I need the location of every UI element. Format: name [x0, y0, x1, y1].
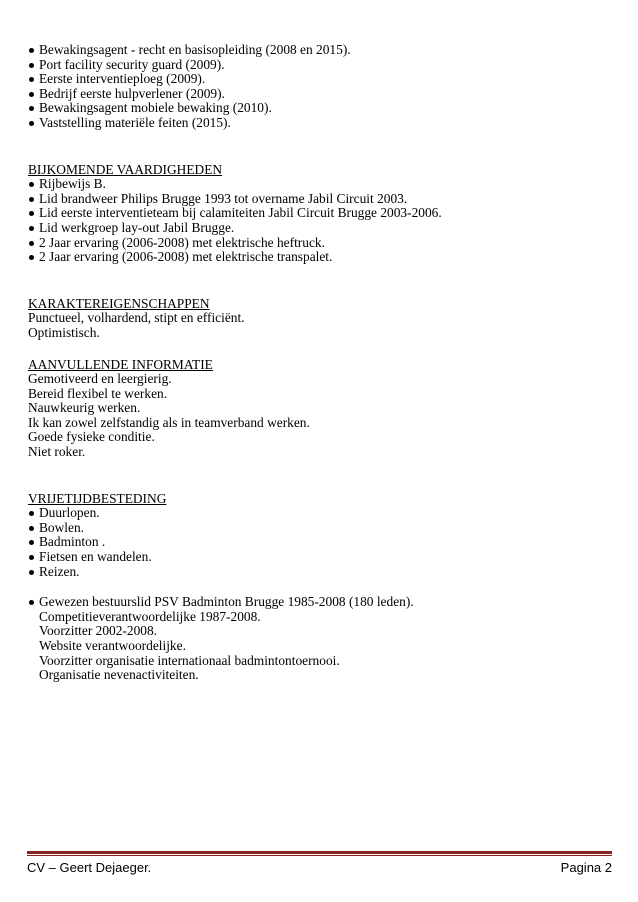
additional-heading: AANVULLENDE INFORMATIE [28, 356, 213, 372]
list-item: Lid eerste interventieteam bij calamiteiten Jabil Circuit Brugge 2003-2006. [28, 206, 608, 221]
footer-title: CV – Geert Dejaeger. [27, 860, 152, 875]
club-list [28, 595, 608, 610]
list-item: Rijbewijs B. [28, 177, 608, 192]
list-item: Badminton . [28, 535, 608, 550]
list-item: Bowlen. [28, 521, 608, 536]
footer-rule [27, 851, 612, 854]
club-subline: Voorzitter organisatie internationaal badmintontoernooi. [39, 652, 340, 668]
leisure-heading: VRIJETIJDBESTEDING [28, 490, 167, 506]
spacer [28, 341, 608, 358]
list-item: Fietsen en wandelen. [28, 550, 608, 565]
list-item: Gewezen bestuurslid PSV Badminton Brugge 1985-2008 (180 leden). [28, 595, 608, 610]
skills-heading: BIJKOMENDE VAARDIGHEDEN [28, 161, 223, 177]
club-subline: Organisatie nevenactiviteiten. [39, 667, 199, 683]
traits-heading: KARAKTEREIGENSCHAPPEN [28, 295, 210, 311]
skills-list [28, 177, 608, 265]
list-item: Lid brandweer Philips Brugge 1993 tot overname Jabil Circuit 2003. [28, 192, 608, 207]
spacer [28, 579, 608, 595]
experience-list [28, 43, 608, 131]
spacer [28, 265, 608, 297]
additional-line: Bereid flexibel te werken. [28, 385, 168, 401]
page-number: Pagina 2 [560, 860, 612, 875]
list-item: Duurlopen. [28, 506, 608, 521]
spacer [28, 460, 608, 492]
spacer [28, 131, 608, 163]
page-content [28, 43, 608, 683]
additional-line: Niet roker. [28, 444, 86, 460]
additional-line: Goede fysieke conditie. [28, 429, 155, 445]
traits-line: Optimistisch. [28, 324, 100, 340]
club-subline: Voorzitter 2002-2008. [39, 623, 158, 639]
list-item: Bewakingsagent - recht en basisopleiding (2008 en 2015). [28, 43, 608, 58]
footer-rule [27, 855, 612, 856]
club-subline: Website verantwoordelijke. [39, 638, 186, 653]
additional-line: Ik kan zowel zelfstandig als in teamverband werken. [28, 414, 310, 430]
additional-line: Nauwkeurig werken. [28, 400, 141, 416]
list-item: Bewakingsagent mobiele bewaking (2010). [28, 101, 608, 116]
list-item: Vaststelling materiële feiten (2015). [28, 116, 608, 131]
list-item: 2 Jaar ervaring (2006-2008) met elektrische transpalet. [28, 250, 608, 265]
additional-line: Gemotiveerd en leergierig. [28, 371, 172, 387]
traits-line: Punctueel, volhardend, stipt en efficiënt. [28, 310, 245, 326]
list-item: Bedrijf eerste hulpverlener (2009). [28, 87, 608, 102]
list-item: 2 Jaar ervaring (2006-2008) met elektrische heftruck. [28, 236, 608, 251]
list-item: Port facility security guard (2009). [28, 58, 608, 73]
list-item: Lid werkgroep lay-out Jabil Brugge. [28, 221, 608, 236]
list-item: Reizen. [28, 565, 608, 580]
list-item: Eerste interventieploeg (2009). [28, 72, 608, 87]
leisure-list [28, 506, 608, 579]
club-subline: Competitieverantwoordelijke 1987-2008. [39, 608, 261, 624]
